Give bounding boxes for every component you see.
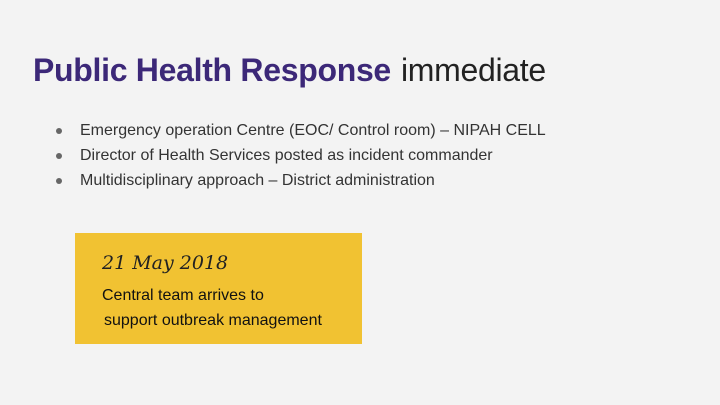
callout-box [75,233,362,344]
title-bold-text: Public Health Response [33,52,391,88]
bullet-dot-icon [56,153,62,159]
bullet-list [56,118,546,193]
bullet-text: Director of Health Services posted as incident commander [80,146,493,164]
bullet-dot-icon [56,128,62,134]
bullet-item [56,168,546,193]
slide-title [33,50,546,90]
bullet-text: Multidisciplinary approach – District administration [80,171,435,189]
bullet-text: Emergency operation Centre (EOC/ Control room) – NIPAH CELL [80,121,546,139]
bullet-item [56,118,546,143]
title-light-text: immediate [400,52,546,88]
bullet-item [56,143,546,168]
callout-text-line-1: Central team arrives to [102,287,264,304]
callout-text-line-2: support outbreak management [104,312,322,329]
callout-date: 21 May 2018 [102,252,229,274]
bullet-dot-icon [56,178,62,184]
